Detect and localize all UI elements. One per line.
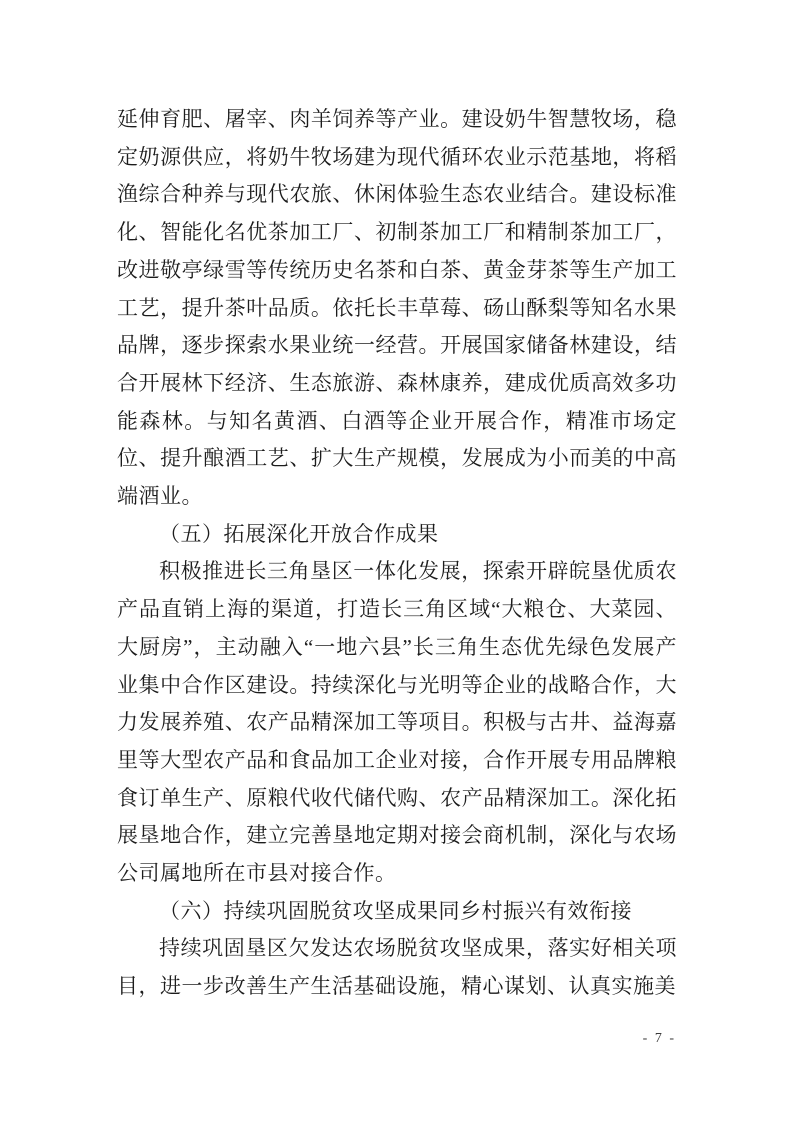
paragraph: 延伸育肥、屠宰、肉羊饲养等产业。建设奶牛智慧牧场，稳定奶源供应，将奶牛牧场建为现代循环农业示范基地，将稻渔综合种养与现代农旅、休闲体验生态农业结合。建设标准化、智能化名优茶加工厂、初制茶加工厂和精制茶加工厂，改进敬亭绿雪等传统历史名茶和白茶、黄金芽茶等生产加工工艺，提升茶叶品质。依托长丰草莓、砀山酥梨等知名水果品牌，逐步探索水果业统一经营。开展国家储备林建设，结合开展林下经济、生态旅游、森林康养，建成优质高效多功能森林。与知名黄酒、白酒等企业开展合作，精准市场定位、提升酿酒工艺、扩大生产规模，发展成为小而美的中高端酒业。 — [117, 107, 677, 509]
document-body — [117, 101, 677, 1006]
paragraph: 持续巩固垦区欠发达农场脱贫攻坚成果，落实好相关项目，进一步改善生产生活基础设施，精心谋划、认真实施美 — [117, 936, 677, 999]
section-heading: （五）拓展深化开放合作成果 — [159, 521, 439, 546]
paragraph: 积极推进长三角垦区一体化发展，探索开辟皖垦优质农产品直销上海的渠道，打造长三角区域“大粮仓、大菜园、大厨房”，主动融入“一地六县”长三角生态优先绿色发展产业集中合作区建设。持续深化与光明等企业的战略合作，大力发展养殖、农产品精深加工等项目。积极与古井、益海嘉里等大型农产品和食品加工企业对接，合作开展专用品牌粮食订单生产、原粮代收代储代购、农产品精深加工。深化拓展垦地合作，建立完善垦地定期对接会商机制，深化与农场公司属地所在市县对接合作。 — [117, 559, 677, 886]
section-heading: （六）持续巩固脱贫攻坚成果同乡村振兴有效衔接 — [159, 898, 632, 923]
page-number: - 7 - — [642, 1031, 676, 1046]
